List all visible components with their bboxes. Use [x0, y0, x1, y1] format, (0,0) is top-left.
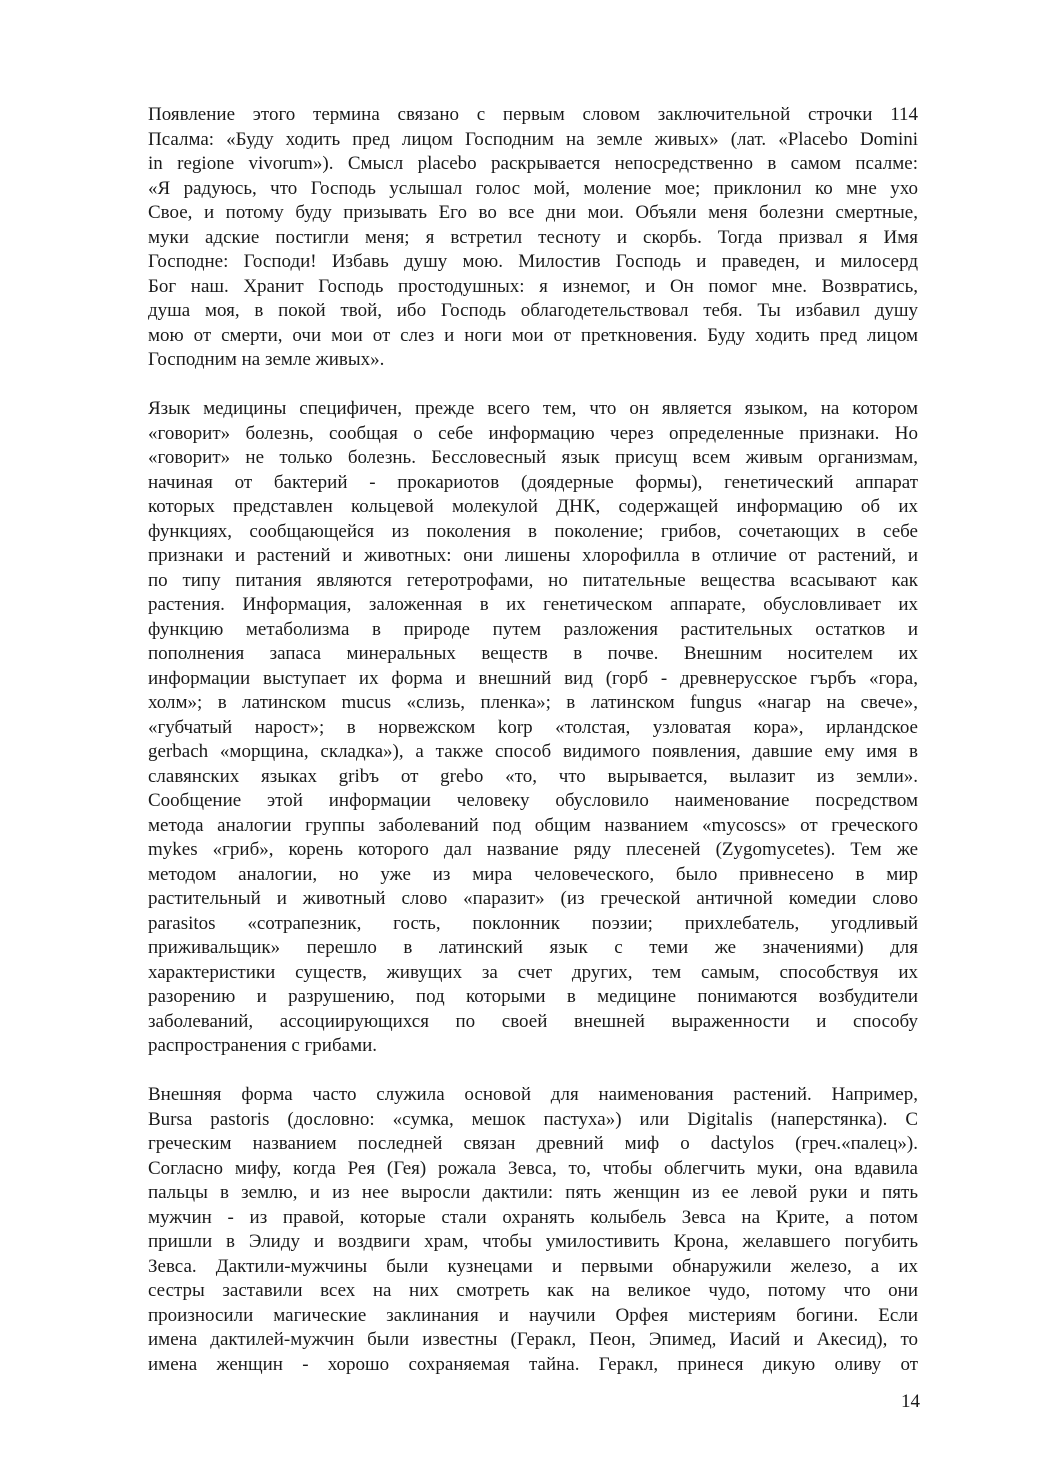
text-line: растительный и животный слово «паразит» (из греческой античной комедии слово [148, 888, 918, 909]
text-line: Согласно мифу, когда Рея (Гея) рожала Зевса, то, чтобы облегчить муки, она вдавила [148, 1157, 918, 1179]
text-line: холм»; в латинском mucus «слизь, пленка»; в латинском fungus «нагар на свече», [148, 692, 918, 713]
paragraph-plant-names [148, 1083, 918, 1377]
text-line: имена дактилей-мужчин были известны (Геракл, Пеон, Эпимед, Иасий и Акесид), то [148, 1329, 918, 1350]
text-line: Господним на земле живых». [148, 349, 385, 370]
text-line: начиная от бактерий - прокариотов (доядерные формы), генетический аппарат [148, 471, 918, 493]
text-line: произносили магические заклинания и научили Орфея мистериям богини. Если [148, 1304, 918, 1326]
text-line: mykes «гриб», корень которого дал название ряду плесеней (Zygomycetes). Тем же [148, 839, 918, 860]
text-line: Зевса. Дактили-мужчины были кузнецами и первыми обнаружили железо, а их [148, 1255, 918, 1277]
text-line: Внешняя форма часто служила основой для наименования растений. Например, [148, 1084, 918, 1105]
text-line: Bursa pastoris (дословно: «сумка, мешок пастуха») или Digitalis (наперстянка). С [148, 1108, 918, 1130]
text-line: пополнения запаса минеральных веществ в почве. Внешним носителем их [148, 643, 918, 664]
text-line: информации выступает их форма и внешний вид (горб - древнерусское гърбъ «гора, [148, 667, 918, 689]
text-line: Свое, и потому буду призывать Его во все дни мои. Объяли меня болезни смертные, [148, 202, 918, 223]
text-line: Бог наш. Хранит Господь простодушных: я изнемог, и Он помог мне. Возвратись, [148, 275, 918, 297]
text-line: Язык медицины специфичен, прежде всего тем, что он является языком, на котором [148, 398, 918, 419]
text-line: характеристики существ, живущих за счет других, тем самым, способствуя их [148, 961, 918, 983]
text-line: gerbach «морщина, складка»), а также способ видимого появления, давшие ему имя в [148, 741, 918, 762]
text-line: муки адские постигли меня; я встретил тесноту и скорбь. Тогда призвал я Имя [148, 226, 918, 248]
text-line: Появление этого термина связано с первым словом заключительной строчки 114 [148, 104, 918, 125]
text-line: parasitos «сотрапезник, гость, поклонник поэзии; прихлебатель, угодливый [148, 912, 918, 934]
text-line: приживальщик» перешло в латинский язык с теми же значениями) для [148, 937, 918, 958]
text-line: сестры заставили всех на них смотреть как на великое чудо, потому что они [148, 1280, 918, 1301]
text-line: которых представлен кольцевой молекулой ДНК, содержащей информацию об их [148, 496, 918, 517]
text-line: душа моя, в покой твой, ибо Господь облагодетельствовал тебя. Ты избавил душу [148, 300, 918, 321]
paragraph-language-of-medicine [148, 397, 918, 1059]
paragraph-placebo [148, 103, 918, 373]
text-line: метода аналогии группы заболеваний под общим названием «mycoscs» от греческого [148, 814, 918, 836]
text-line: in regione vivorum»). Смысл placebo раскрывается непосредственно в самом псалме: [148, 153, 918, 174]
text-line: Сообщение этой информации человеку обусловило наименование посредством [148, 790, 918, 811]
text-line: «говорит» болезнь, сообщая о себе информацию через определенные признаки. Но [148, 422, 918, 444]
text-line: разорению и разрушению, под которыми в медицине понимаются возбудители [148, 986, 918, 1007]
text-line: пришли в Элиду и воздвиги храм, чтобы умилостивить Крона, желавшего погубить [148, 1231, 918, 1252]
text-line: функциях, сообщающейся из поколения в поколение; грибов, сочетающих в себе [148, 520, 918, 542]
page-number: 14 [901, 1391, 920, 1412]
text-line: функцию метаболизма в природе путем разложения растительных остатков и [148, 618, 918, 640]
text-line: пальцы в землю, и из нее выросли дактили: пять женщин из ее левой руки и пять [148, 1182, 918, 1203]
text-line: «губчатый нарост»; в норвежском korp «толстая, узловатая кора», ирландское [148, 716, 918, 738]
text-line: Псалма: «Буду ходить пред лицом Господним на земле живых» (лат. «Placebo Domini [148, 128, 918, 150]
text-line: признаки и растений и животных: они лишены хлорофилла в отличие от растений, и [148, 545, 918, 566]
text-line: «говорит» не только болезнь. Бессловесный язык присущ всем живым организмам, [148, 447, 918, 468]
text-line: заболеваний, ассоциирующихся по своей внешней выраженности и способу [148, 1010, 918, 1032]
text-line: растения. Информация, заложенная в их генетическом аппарате, обусловливает их [148, 594, 918, 615]
text-line: методом аналогии, но уже из мира человеческого, было привнесено в мир [148, 863, 918, 885]
text-line: распространения с грибами. [148, 1035, 378, 1056]
text-line: по типу питания являются гетеротрофами, но питательные вещества всасывают как [148, 569, 918, 591]
text-line: «Я радуюсь, что Господь услышал голос мой, моление мое; приклонил ко мне ухо [148, 177, 918, 199]
text-line: греческим названием последней связан древний миф о dactylos (греч.«палец»). [148, 1133, 918, 1154]
text-line: Господне: Господи! Избавь душу мою. Милостив Господь и праведен, и милосерд [148, 251, 918, 272]
document-body [148, 103, 918, 1377]
text-line: славянских языках gribъ от grebo «то, что вырывается, вылазит из земли». [148, 765, 918, 787]
text-line: мужчин - из правой, которые стали охранять колыбель Зевса на Крите, а потом [148, 1206, 918, 1228]
text-line: мою от смерти, очи мои от слез и ноги мои от преткновения. Буду ходить пред лицом [148, 324, 918, 346]
text-line: имена женщин - хорошо сохраняемая тайна. Геракл, принеся дикую оливу от [148, 1353, 918, 1375]
